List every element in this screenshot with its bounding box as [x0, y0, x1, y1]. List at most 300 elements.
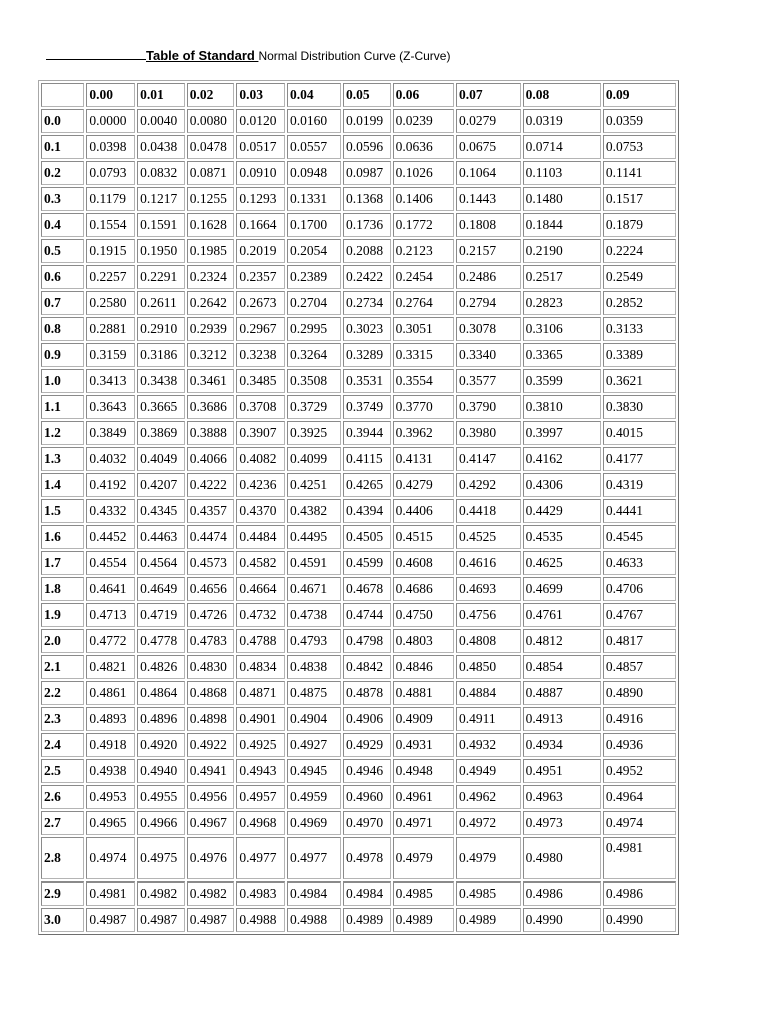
table-cell: 0.0714	[523, 135, 601, 159]
table-cell: 0.4756	[456, 603, 521, 627]
table-cell: 0.4693	[456, 577, 521, 601]
table-cell: 0.0438	[137, 135, 185, 159]
table-cell: 0.0199	[343, 109, 391, 133]
table-cell: 0.4949	[456, 759, 521, 783]
table-cell: 0.4984	[343, 881, 391, 906]
table-cell: 0.3159	[86, 343, 135, 367]
table-row	[41, 213, 676, 237]
table-cell: 0.4871	[236, 681, 285, 705]
table-cell: 0.1217	[137, 187, 185, 211]
table-cell: 0.3340	[456, 343, 521, 367]
table-cell: 0.1554	[86, 213, 135, 237]
table-cell: 0.4463	[137, 525, 185, 549]
table-cell: 0.4936	[603, 733, 676, 757]
table-cell: 0.4591	[287, 551, 341, 575]
column-header: 0.07	[456, 83, 521, 107]
table-cell: 0.4406	[393, 499, 454, 523]
row-header-z: 2.3	[41, 707, 84, 731]
table-cell: 0.4357	[187, 499, 235, 523]
table-cell: 0.1293	[236, 187, 285, 211]
table-cell: 0.2088	[343, 239, 391, 263]
row-header-z: 1.5	[41, 499, 84, 523]
table-cell: 0.0948	[287, 161, 341, 185]
table-cell: 0.3508	[287, 369, 341, 393]
table-cell: 0.3997	[523, 421, 601, 445]
row-header-z: 1.1	[41, 395, 84, 419]
table-cell: 0.3051	[393, 317, 454, 341]
row-header-z: 0.7	[41, 291, 84, 315]
table-cell: 0.1808	[456, 213, 521, 237]
table-cell: 0.4861	[86, 681, 135, 705]
table-cell: 0.4564	[137, 551, 185, 575]
table-cell: 0.4985	[393, 881, 454, 906]
column-header: 0.02	[187, 83, 235, 107]
row-header-z: 0.6	[41, 265, 84, 289]
table-cell: 0.4881	[393, 681, 454, 705]
table-cell: 0.4984	[287, 881, 341, 906]
table-cell: 0.4834	[236, 655, 285, 679]
table-cell: 0.4965	[86, 811, 135, 835]
table-row	[41, 733, 676, 757]
column-header: 0.04	[287, 83, 341, 107]
table-cell: 0.2673	[236, 291, 285, 315]
table-cell: 0.4948	[393, 759, 454, 783]
table-cell: 0.4973	[523, 811, 601, 835]
table-cell: 0.4744	[343, 603, 391, 627]
table-cell: 0.4292	[456, 473, 521, 497]
table-cell: 0.2157	[456, 239, 521, 263]
table-cell: 0.4808	[456, 629, 521, 653]
table-cell: 0.4706	[603, 577, 676, 601]
table-row	[41, 343, 676, 367]
table-cell: 0.4978	[343, 837, 391, 879]
table-cell: 0.4940	[137, 759, 185, 783]
table-cell: 0.4875	[287, 681, 341, 705]
table-cell: 0.4554	[86, 551, 135, 575]
table-cell: 0.4732	[236, 603, 285, 627]
table-cell: 0.3790	[456, 395, 521, 419]
table-cell: 0.4441	[603, 499, 676, 523]
row-header-z: 0.2	[41, 161, 84, 185]
table-cell: 0.3315	[393, 343, 454, 367]
table-cell: 0.4767	[603, 603, 676, 627]
table-row	[41, 265, 676, 289]
table-cell: 0.4788	[236, 629, 285, 653]
table-cell: 0.4975	[137, 837, 185, 879]
table-cell: 0.2357	[236, 265, 285, 289]
table-cell: 0.4147	[456, 447, 521, 471]
table-cell: 0.4938	[86, 759, 135, 783]
row-header-z: 2.7	[41, 811, 84, 835]
table-row	[41, 681, 676, 705]
table-cell: 0.3577	[456, 369, 521, 393]
table-cell: 0.4904	[287, 707, 341, 731]
table-cell: 0.4961	[393, 785, 454, 809]
table-cell: 0.4608	[393, 551, 454, 575]
table-cell: 0.4817	[603, 629, 676, 653]
table-cell: 0.4545	[603, 525, 676, 549]
column-header: 0.00	[86, 83, 135, 107]
table-cell: 0.4982	[187, 881, 235, 906]
table-cell: 0.3621	[603, 369, 676, 393]
table-cell: 0.2910	[137, 317, 185, 341]
table-cell: 0.1879	[603, 213, 676, 237]
table-cell: 0.4535	[523, 525, 601, 549]
table-cell: 0.1179	[86, 187, 135, 211]
table-cell: 0.2291	[137, 265, 185, 289]
table-cell: 0.4960	[343, 785, 391, 809]
table-cell: 0.4929	[343, 733, 391, 757]
table-cell: 0.3944	[343, 421, 391, 445]
table-cell: 0.4082	[236, 447, 285, 471]
table-cell: 0.4484	[236, 525, 285, 549]
table-cell: 0.3599	[523, 369, 601, 393]
table-cell: 0.1664	[236, 213, 285, 237]
table-cell: 0.1406	[393, 187, 454, 211]
table-cell: 0.2324	[187, 265, 235, 289]
table-cell: 0.4750	[393, 603, 454, 627]
table-cell: 0.4968	[236, 811, 285, 835]
row-header-z: 1.0	[41, 369, 84, 393]
table-cell: 0.2054	[287, 239, 341, 263]
table-cell: 0.4699	[523, 577, 601, 601]
table-cell: 0.4713	[86, 603, 135, 627]
table-cell: 0.4952	[603, 759, 676, 783]
table-cell: 0.4656	[187, 577, 235, 601]
table-cell: 0.0517	[236, 135, 285, 159]
table-cell: 0.2549	[603, 265, 676, 289]
table-cell: 0.4927	[287, 733, 341, 757]
row-header-z: 2.2	[41, 681, 84, 705]
table-cell: 0.4988	[236, 908, 285, 932]
table-cell: 0.4826	[137, 655, 185, 679]
table-cell: 0.4854	[523, 655, 601, 679]
table-cell: 0.3749	[343, 395, 391, 419]
table-cell: 0.0239	[393, 109, 454, 133]
table-cell: 0.3485	[236, 369, 285, 393]
table-cell: 0.4803	[393, 629, 454, 653]
table-cell: 0.4686	[393, 577, 454, 601]
z-table	[38, 80, 679, 935]
table-cell: 0.4505	[343, 525, 391, 549]
table-cell: 0.1844	[523, 213, 601, 237]
table-row	[41, 291, 676, 315]
table-cell: 0.4115	[343, 447, 391, 471]
table-row	[41, 239, 676, 263]
table-cell: 0.2642	[187, 291, 235, 315]
table-cell: 0.2939	[187, 317, 235, 341]
row-header-z: 2.0	[41, 629, 84, 653]
table-cell: 0.0359	[603, 109, 676, 133]
row-header-z: 0.3	[41, 187, 84, 211]
table-cell: 0.1517	[603, 187, 676, 211]
table-cell: 0.4901	[236, 707, 285, 731]
table-cell: 0.0987	[343, 161, 391, 185]
table-cell: 0.4981	[86, 881, 135, 906]
table-cell: 0.4969	[287, 811, 341, 835]
table-cell: 0.0793	[86, 161, 135, 185]
table-cell: 0.1064	[456, 161, 521, 185]
row-header-z: 2.9	[41, 881, 84, 906]
table-cell: 0.4370	[236, 499, 285, 523]
table-cell: 0.3770	[393, 395, 454, 419]
table-cell: 0.3461	[187, 369, 235, 393]
table-cell: 0.4772	[86, 629, 135, 653]
table-cell: 0.2611	[137, 291, 185, 315]
table-row	[41, 785, 676, 809]
table-cell: 0.2389	[287, 265, 341, 289]
table-cell: 0.0675	[456, 135, 521, 159]
column-header: 0.08	[523, 83, 601, 107]
table-cell: 0.4582	[236, 551, 285, 575]
table-cell: 0.4981	[603, 837, 676, 879]
table-row	[41, 603, 676, 627]
table-cell: 0.0319	[523, 109, 601, 133]
table-cell: 0.2486	[456, 265, 521, 289]
row-header-z: 0.9	[41, 343, 84, 367]
table-cell: 0.1443	[456, 187, 521, 211]
table-cell: 0.0871	[187, 161, 235, 185]
table-cell: 0.1950	[137, 239, 185, 263]
table-cell: 0.4918	[86, 733, 135, 757]
table-row	[41, 707, 676, 731]
table-cell: 0.2823	[523, 291, 601, 315]
table-cell: 0.4131	[393, 447, 454, 471]
table-cell: 0.4236	[236, 473, 285, 497]
table-cell: 0.4931	[393, 733, 454, 757]
table-cell: 0.3708	[236, 395, 285, 419]
table-cell: 0.4525	[456, 525, 521, 549]
table-cell: 0.4332	[86, 499, 135, 523]
table-cell: 0.4599	[343, 551, 391, 575]
table-cell: 0.3133	[603, 317, 676, 341]
table-cell: 0.2734	[343, 291, 391, 315]
table-row	[41, 881, 676, 906]
table-cell: 0.4953	[86, 785, 135, 809]
table-cell: 0.3729	[287, 395, 341, 419]
table-cell: 0.4913	[523, 707, 601, 731]
table-cell: 0.0160	[287, 109, 341, 133]
table-cell: 0.0000	[86, 109, 135, 133]
table-cell: 0.4032	[86, 447, 135, 471]
table-cell: 0.1255	[187, 187, 235, 211]
table-cell: 0.4812	[523, 629, 601, 653]
table-cell: 0.0557	[287, 135, 341, 159]
table-cell: 0.1915	[86, 239, 135, 263]
row-header-z: 2.6	[41, 785, 84, 809]
table-cell: 0.4857	[603, 655, 676, 679]
table-cell: 0.3078	[456, 317, 521, 341]
table-cell: 0.4989	[343, 908, 391, 932]
table-cell: 0.2019	[236, 239, 285, 263]
table-row	[41, 369, 676, 393]
table-cell: 0.4495	[287, 525, 341, 549]
table-cell: 0.4977	[287, 837, 341, 879]
table-cell: 0.3023	[343, 317, 391, 341]
table-cell: 0.3212	[187, 343, 235, 367]
table-cell: 0.4719	[137, 603, 185, 627]
table-row	[41, 109, 676, 133]
table-cell: 0.4911	[456, 707, 521, 731]
table-cell: 0.4162	[523, 447, 601, 471]
table-cell: 0.3888	[187, 421, 235, 445]
table-cell: 0.4015	[603, 421, 676, 445]
header-row	[41, 83, 676, 107]
table-row	[41, 421, 676, 445]
table-row	[41, 473, 676, 497]
table-cell: 0.0636	[393, 135, 454, 159]
table-cell: 0.3389	[603, 343, 676, 367]
row-header-z: 1.8	[41, 577, 84, 601]
table-cell: 0.0040	[137, 109, 185, 133]
table-cell: 0.3289	[343, 343, 391, 367]
table-cell: 0.4967	[187, 811, 235, 835]
table-cell: 0.3413	[86, 369, 135, 393]
table-cell: 0.3531	[343, 369, 391, 393]
table-cell: 0.4898	[187, 707, 235, 731]
table-cell: 0.4319	[603, 473, 676, 497]
row-header-z: 0.8	[41, 317, 84, 341]
table-cell: 0.4962	[456, 785, 521, 809]
table-cell: 0.4987	[137, 908, 185, 932]
table-cell: 0.3264	[287, 343, 341, 367]
table-cell: 0.4963	[523, 785, 601, 809]
table-cell: 0.4633	[603, 551, 676, 575]
table-cell: 0.2967	[236, 317, 285, 341]
table-cell: 0.4066	[187, 447, 235, 471]
page-title	[46, 47, 450, 64]
table-cell: 0.0080	[187, 109, 235, 133]
table-cell: 0.4987	[86, 908, 135, 932]
table-cell: 0.4641	[86, 577, 135, 601]
table-cell: 0.2190	[523, 239, 601, 263]
row-header-z: 0.0	[41, 109, 84, 133]
table-cell: 0.4616	[456, 551, 521, 575]
table-cell: 0.4474	[187, 525, 235, 549]
table-cell: 0.4983	[236, 881, 285, 906]
table-cell: 0.4956	[187, 785, 235, 809]
table-cell: 0.4946	[343, 759, 391, 783]
table-cell: 0.4864	[137, 681, 185, 705]
table-cell: 0.2704	[287, 291, 341, 315]
table-cell: 0.2764	[393, 291, 454, 315]
row-header-z: 0.5	[41, 239, 84, 263]
table-cell: 0.4982	[137, 881, 185, 906]
table-row	[41, 908, 676, 932]
table-cell: 0.4738	[287, 603, 341, 627]
table-cell: 0.2852	[603, 291, 676, 315]
column-header: 0.05	[343, 83, 391, 107]
table-cell: 0.3830	[603, 395, 676, 419]
table-cell: 0.4573	[187, 551, 235, 575]
table-row	[41, 447, 676, 471]
table-cell: 0.4842	[343, 655, 391, 679]
table-cell: 0.4429	[523, 499, 601, 523]
table-cell: 0.4884	[456, 681, 521, 705]
table-cell: 0.3106	[523, 317, 601, 341]
table-cell: 0.0279	[456, 109, 521, 133]
table-cell: 0.3980	[456, 421, 521, 445]
column-header: 0.09	[603, 83, 676, 107]
row-header-z: 1.3	[41, 447, 84, 471]
table-cell: 0.3186	[137, 343, 185, 367]
row-header-z: 1.6	[41, 525, 84, 549]
table-cell: 0.4793	[287, 629, 341, 653]
table-cell: 0.4957	[236, 785, 285, 809]
table-cell: 0.3810	[523, 395, 601, 419]
table-cell: 0.4783	[187, 629, 235, 653]
row-header-z: 1.7	[41, 551, 84, 575]
table-cell: 0.1103	[523, 161, 601, 185]
column-header: 0.03	[236, 83, 285, 107]
table-cell: 0.3365	[523, 343, 601, 367]
table-cell: 0.4177	[603, 447, 676, 471]
table-row	[41, 551, 676, 575]
row-header-z: 3.0	[41, 908, 84, 932]
table-cell: 0.4394	[343, 499, 391, 523]
table-cell: 0.4798	[343, 629, 391, 653]
table-row	[41, 837, 676, 879]
table-cell: 0.0398	[86, 135, 135, 159]
table-cell: 0.2794	[456, 291, 521, 315]
table-cell: 0.4846	[393, 655, 454, 679]
table-row	[41, 577, 676, 601]
table-cell: 0.4943	[236, 759, 285, 783]
table-cell: 0.1368	[343, 187, 391, 211]
table-cell: 0.4985	[456, 881, 521, 906]
table-cell: 0.2422	[343, 265, 391, 289]
table-cell: 0.1026	[393, 161, 454, 185]
title-part-rest: Normal Distribution Curve (Z-Curve)	[258, 49, 451, 63]
row-header-z: 2.5	[41, 759, 84, 783]
table-cell: 0.1628	[187, 213, 235, 237]
table-cell: 0.2995	[287, 317, 341, 341]
table-cell: 0.4976	[187, 837, 235, 879]
table-cell: 0.1591	[137, 213, 185, 237]
table-cell: 0.4974	[603, 811, 676, 835]
table-cell: 0.2224	[603, 239, 676, 263]
row-header-z: 2.1	[41, 655, 84, 679]
table-cell: 0.4678	[343, 577, 391, 601]
table-cell: 0.4382	[287, 499, 341, 523]
table-row	[41, 629, 676, 653]
table-row	[41, 525, 676, 549]
table-cell: 0.4890	[603, 681, 676, 705]
table-cell: 0.0832	[137, 161, 185, 185]
table-cell: 0.4974	[86, 837, 135, 879]
table-cell: 0.4625	[523, 551, 601, 575]
table-cell: 0.4893	[86, 707, 135, 731]
row-header-z: 1.2	[41, 421, 84, 445]
table-cell: 0.4192	[86, 473, 135, 497]
table-cell: 0.3438	[137, 369, 185, 393]
table-cell: 0.1772	[393, 213, 454, 237]
table-cell: 0.4887	[523, 681, 601, 705]
row-header-z: 1.9	[41, 603, 84, 627]
table-cell: 0.4821	[86, 655, 135, 679]
table-cell: 0.1700	[287, 213, 341, 237]
table-cell: 0.0120	[236, 109, 285, 133]
table-cell: 0.4988	[287, 908, 341, 932]
table-cell: 0.0910	[236, 161, 285, 185]
table-row	[41, 811, 676, 835]
table-cell: 0.4990	[603, 908, 676, 932]
table-cell: 0.4222	[187, 473, 235, 497]
table-cell: 0.4909	[393, 707, 454, 731]
table-cell: 0.3554	[393, 369, 454, 393]
table-cell: 0.1736	[343, 213, 391, 237]
table-cell: 0.4941	[187, 759, 235, 783]
